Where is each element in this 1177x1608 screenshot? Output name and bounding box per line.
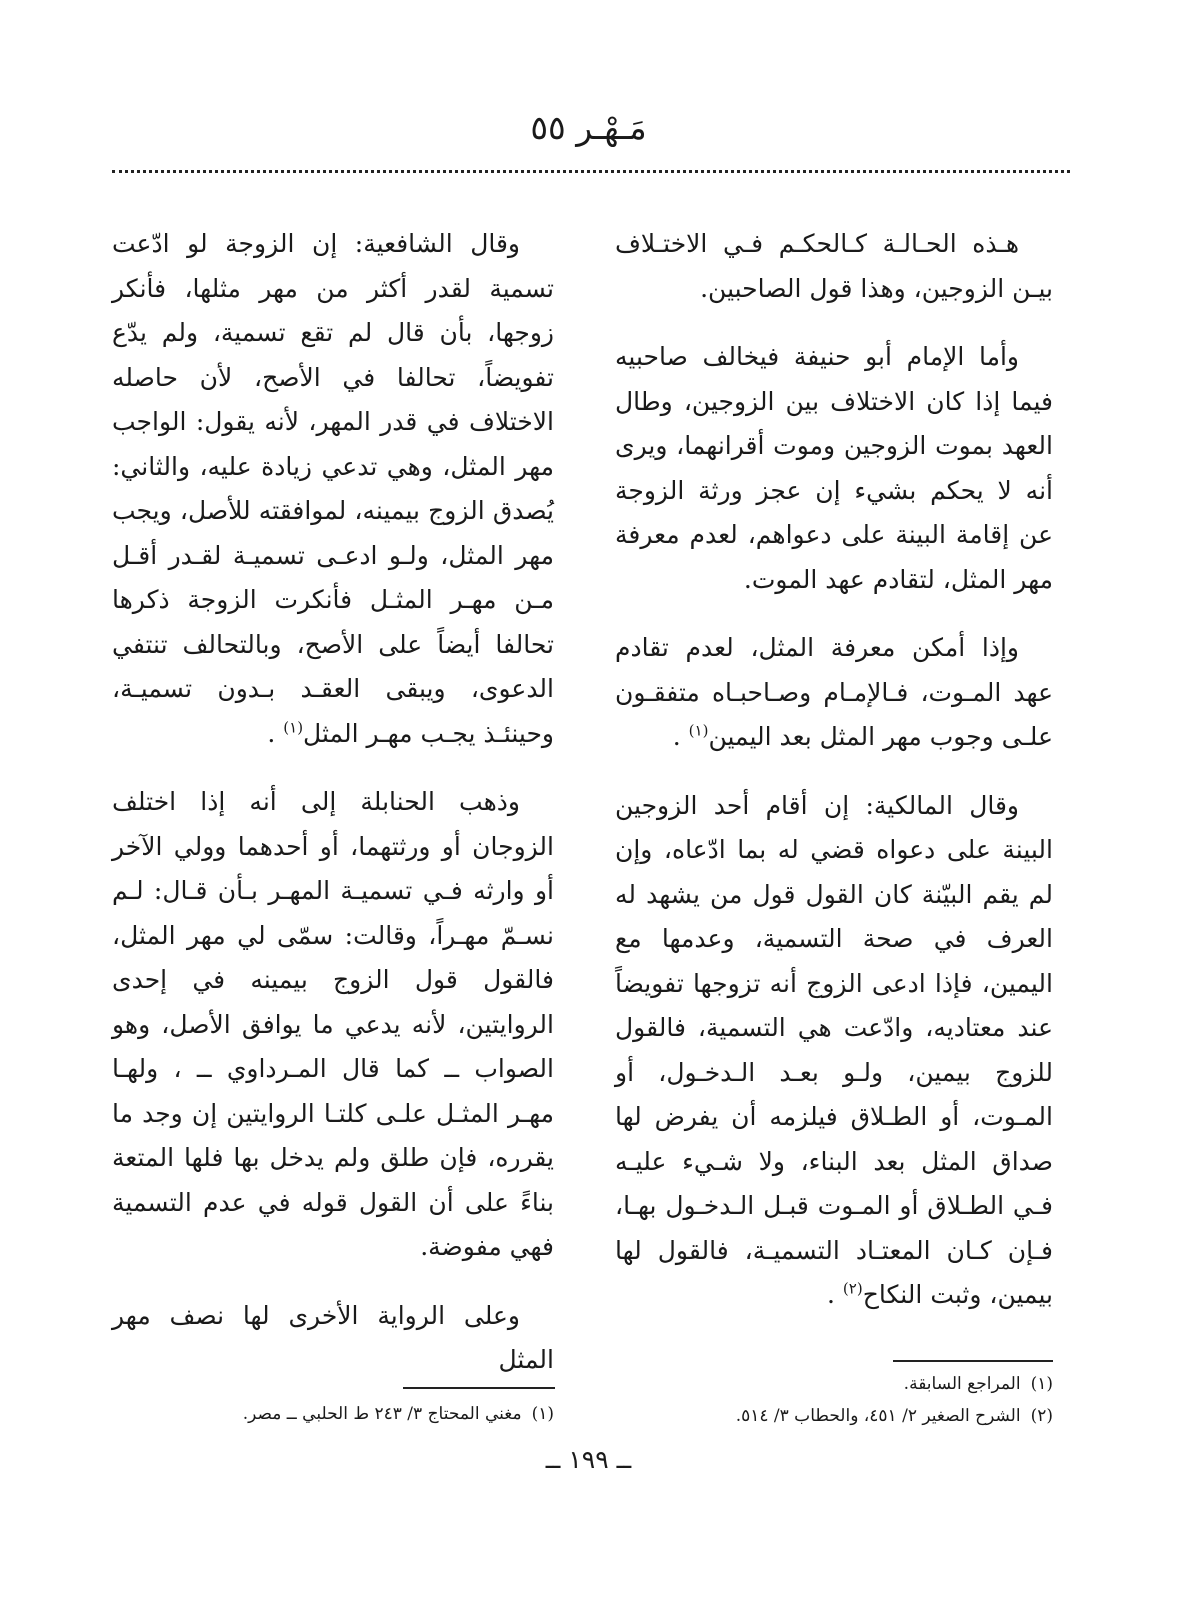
paragraph: وقال المالكية: إن أقام أحد الزوجين البينة على دعواه قضي له بما ادّعاه، وإن لم يقم البيّنة كان القول قول من يشهد له العرف في صحة التسمية، وعدمها مع اليمين، فإذا ادعى الزوج أنه تزوجها تفويضاً عند معتاديه، وادّعت هي التسمية، فالقول للزوج بيمين، ولـو بعـد الـدخـول، أو المـوت، أو الطـلاق فيلزمه أن يفرض لها صداق المثل بعد البناء، ولا شـيء عليـه فـي الطـلاق أو المـوت قبـل الـدخـول بهـا، فـإن كـان المعتـاد التسميـة، فالقول لها بيمين، وثبت النكاح$^{(٢)}$ . — [615, 790, 1053, 1309]
footnote: (١)مغني المحتاج ٣/ ٢٤٣ ط الحلبي ــ مصر. — [242, 1404, 554, 1424]
footnotes-left — [112, 1398, 554, 1430]
footnote-divider — [893, 1360, 1053, 1362]
paragraph: وعلى الرواية الأخرى لها نصف مهر المثل — [112, 1300, 554, 1374]
right-column — [615, 222, 1053, 1342]
paragraph: وإذا أمكن معرفة المثل، لعدم تقادم عهد المـوت، فـالإمـام وصـاحبـاه متفقـون علـى وجوب مهر المثل بعد اليمين$^{(١)}$ . — [615, 633, 1053, 751]
paragraph: وذهب الحنابلة إلى أنه إذا اختلف الزوجان أو ورثتهما، أو أحدهما وولي الآخر أو وارثه فـي تسميـة المهـر بـأن قـال: لـم نسـمّ مهـراً، وقالت: سمّى لي مهر المثل، فالقول قول الزوج بيمينه في إحدى الروايتين، لأنه يدعي ما يوافق الأصل، وهو الصواب ــ كما قال المـرداوي ــ ، ولهـا مهـر المثـل علـى كلتـا الروايتين إن وجد ما يقرره، فإن طلق ولم يدخل بها فلها المتعة بناءً على أن القول قوله في عدم التسمية فهي مفوضة. — [112, 787, 554, 1261]
page-title: مَـهْـر ٥٥ — [530, 108, 647, 147]
footnote: (١)المراجع السابقة. — [903, 1374, 1053, 1394]
paragraph: وأما الإمام أبو حنيفة فيخالف صاحبيه فيما إذا كان الاختلاف بين الزوجين، وطال العهد بموت الزوجين وموت أقرانهما، ويرى أنه لا يحكم بشيء إن عجز ورثة الزوجة عن إقامة البينة على دعواهم، لعدم معرفة مهر المثل، لتقادم عهد الموت. — [615, 342, 1053, 594]
paragraph: وقال الشافعية: إن الزوجة لو ادّعت تسمية لقدر أكثر من مهر مثلها، فأنكر زوجها، بأن قال لم تقع تسمية، ولم يدّع تفويضاً، تحالفا في الأصح، لأن حاصله الاختلاف في قدر المهر، لأنه يقول: الواجب مهر المثل، وهي تدعي زيادة عليه، والثاني: يُصدق الزوج بيمينه، لموافقته للأصل، ويجب مهر المثل، ولـو ادعـى تسميـة لقـدر أقـل مـن مهـر المثـل فأنكرت الزوجة ذكرها تحالفا أيضاً على الأصح، وبالتحالف تنتفي الدعوى، ويبقى العقـد بـدون تسميـة، وحينئـذ يجـب مهـر المثل$^{(١)}$ . — [112, 229, 554, 748]
footnotes-right — [615, 1368, 1053, 1432]
footnote-divider — [403, 1387, 555, 1389]
paragraph: هـذه الحـالـة كـالحكـم فـي الاختـلاف بيـن الزوجين، وهذا قول الصاحبين. — [615, 229, 1053, 303]
footnote-ref: (١) — [283, 718, 304, 737]
footnote: (٢)الشرح الصغير ٢/ ٤٥١، والحطاب ٣/ ٥١٤. — [735, 1406, 1053, 1426]
footnote-ref: (٢) — [842, 1279, 863, 1298]
footnote-ref: (١) — [688, 721, 709, 740]
page-number: ــ ١٩٩ ــ — [545, 1445, 632, 1474]
header-dotted-divider — [112, 170, 1070, 173]
left-column — [112, 222, 554, 1407]
running-header — [0, 108, 1177, 147]
